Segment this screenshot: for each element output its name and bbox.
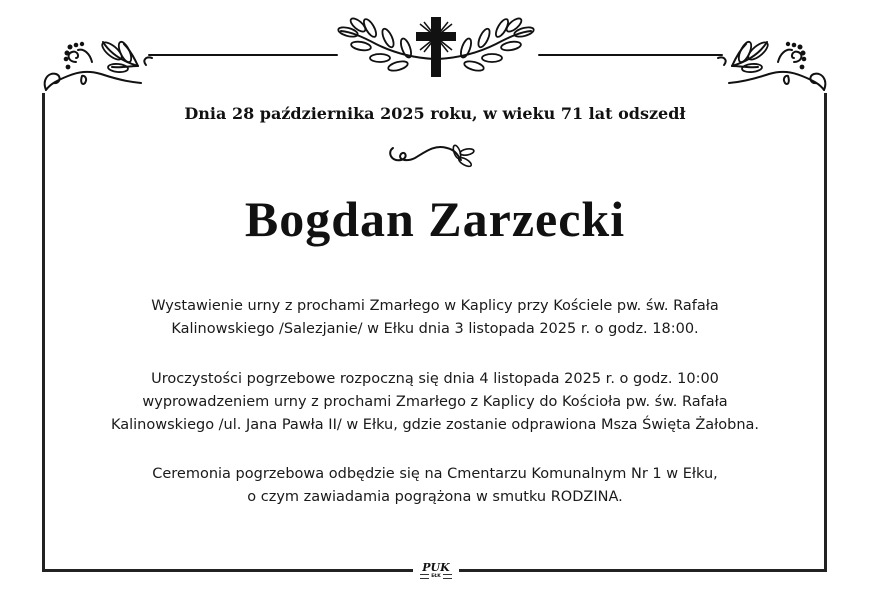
logo-sub-text: EŁK xyxy=(431,574,441,579)
puk-logo xyxy=(413,562,459,579)
logo-main-text: PUK xyxy=(422,561,450,574)
cross-with-laurel-icon xyxy=(336,14,536,80)
paragraph-cemetery xyxy=(0,463,870,509)
paragraph-line: Wystawienie urny z prochami Zmarłego w Kaplicy przy Kościele pw. św. Rafała xyxy=(151,298,719,314)
frame-bottom-border-left xyxy=(42,569,413,572)
vine-divider-icon xyxy=(385,140,485,170)
logo-sub xyxy=(413,574,459,579)
paragraph-line: Kalinowskiego /ul. Jana Pawła II/ w Ełku, gdzie zostanie odprawiona Msza Święta Żałobna. xyxy=(110,417,760,433)
top-ornament-line-left xyxy=(148,54,338,56)
logo-bar-left xyxy=(420,574,429,579)
floral-flourish-icon xyxy=(717,20,832,90)
logo-bar-right xyxy=(443,574,452,579)
deceased-name: Bogdan Zarzecki xyxy=(244,191,626,247)
paragraph-funeral-ceremony xyxy=(0,368,870,437)
paragraph-line: wyprowadzeniem urny z prochami Zmarłego z Kaplicy do Kościoła pw. św. Rafała xyxy=(142,394,728,410)
paragraph-line: Kalinowskiego /Salezjanie/ w Ełku dnia 3 listopada 2025 r. o godz. 18:00. xyxy=(171,321,699,337)
floral-flourish-icon xyxy=(38,20,153,90)
paragraph-line: Ceremonia pogrzebowa odbędzie się na Cmentarzu Komunalnym Nr 1 w Ełku, xyxy=(152,466,718,482)
frame-bottom-border-right xyxy=(459,569,827,572)
paragraph-line: Uroczystości pogrzebowe rozpoczną się dnia 4 listopada 2025 r. o godz. 10:00 xyxy=(151,371,719,387)
intro-text: Dnia 28 października 2025 roku, w wieku 71 lat odszedł xyxy=(184,104,686,123)
paragraph-urn-viewing xyxy=(0,295,870,341)
paragraph-line: o czym zawiadamia pogrążona w smutku RODZINA. xyxy=(247,489,623,505)
top-ornament-line-right xyxy=(538,54,723,56)
